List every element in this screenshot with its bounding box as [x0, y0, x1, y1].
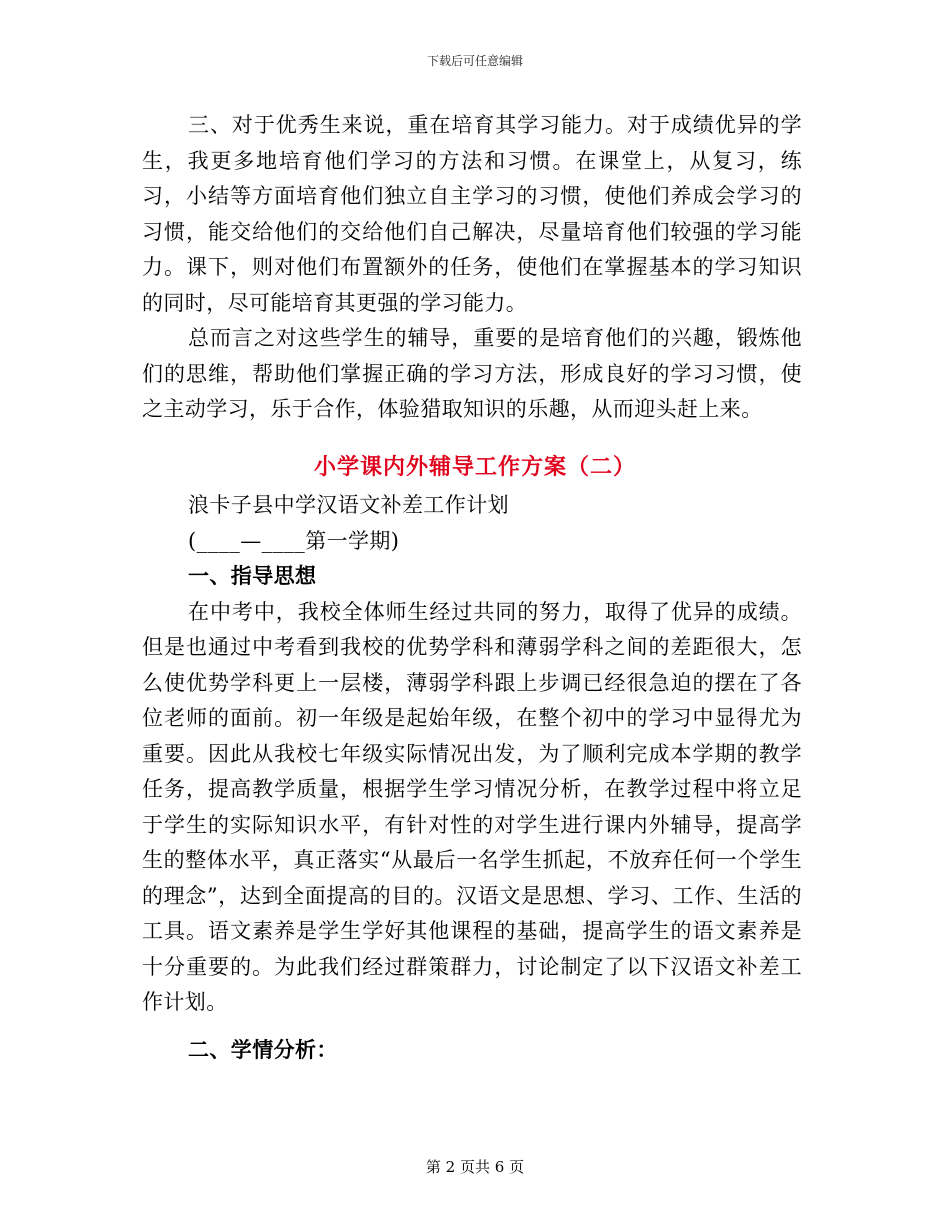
top-section	[142, 108, 802, 428]
heading-guiding-thought: 一、指导思想	[188, 564, 317, 588]
plan-subtitle: 浪卡子县中学汉语文补差工作计划	[188, 493, 509, 517]
page-header: 下载后可任意编辑	[426, 54, 523, 68]
term-line: (____—____第一学期)	[188, 528, 400, 553]
bottom-section	[142, 488, 802, 1068]
document-title: 小学课内外辅导工作方案（二）	[313, 455, 636, 480]
page-footer: 第 2 页共 6 页	[425, 1158, 525, 1176]
heading-learning-analysis: 二、学情分析：	[188, 1037, 338, 1062]
paragraph-summary: 总而言之对这些学生的辅导，重要的是培育他们的兴趣，锻炼他们的思维，帮助他们掌握正确的学习方法，形成良好的学习习惯，使之主动学习，乐于合作，体验猎取知识的乐趣，从而迎头赶上来。	[142, 326, 802, 421]
paragraph-guiding-thought: 在中考中，我校全体师生经过共同的努力，取得了优异的成绩。但是也通过中考看到我校的优势学科和薄弱学科之间的差距很大，怎么使优势学科更上一层楼，薄弱学科跟上步调已经很急迫的摆在了各位老师的面前。初一年级是起始年级，在整个初中的学习中显得尤为重要。因此从我校七年级实际情况出发，为了顺利完成本学期的教学任务，提高教学质量，根据学生学习情况分析，在教学过程中将立足于学生的实际知识水平，有针对性的对学生进行课内外辅导，提高学生的整体水平，真正落实“从最后一名学生抓起，不放弃任何一个学生的理念”，达到全面提高的目的。汉语文是思想、学习、工作、生活的工具。语文素养是学生学好其他课程的基础，提高学生的语文素养是十分重要的。为此我们经过群策群力，讨论制定了以下汉语文补差工作计划。	[142, 599, 802, 1014]
paragraph-excellent-students: 三、对于优秀生来说，重在培育其学习能力。对于成绩优异的学生，我更多地培育他们学习的方法和习惯。在课堂上，从复习，练习，小结等方面培育他们独立自主学习的习惯，使他们养成会学习的习惯，能交给他们的交给他们自己解决，尽量培育他们较强的学习能力。课下，则对他们布置额外的任务，使他们在掌握基本的学习知识的同时，尽可能培育其更强的学习能力。	[142, 113, 802, 315]
